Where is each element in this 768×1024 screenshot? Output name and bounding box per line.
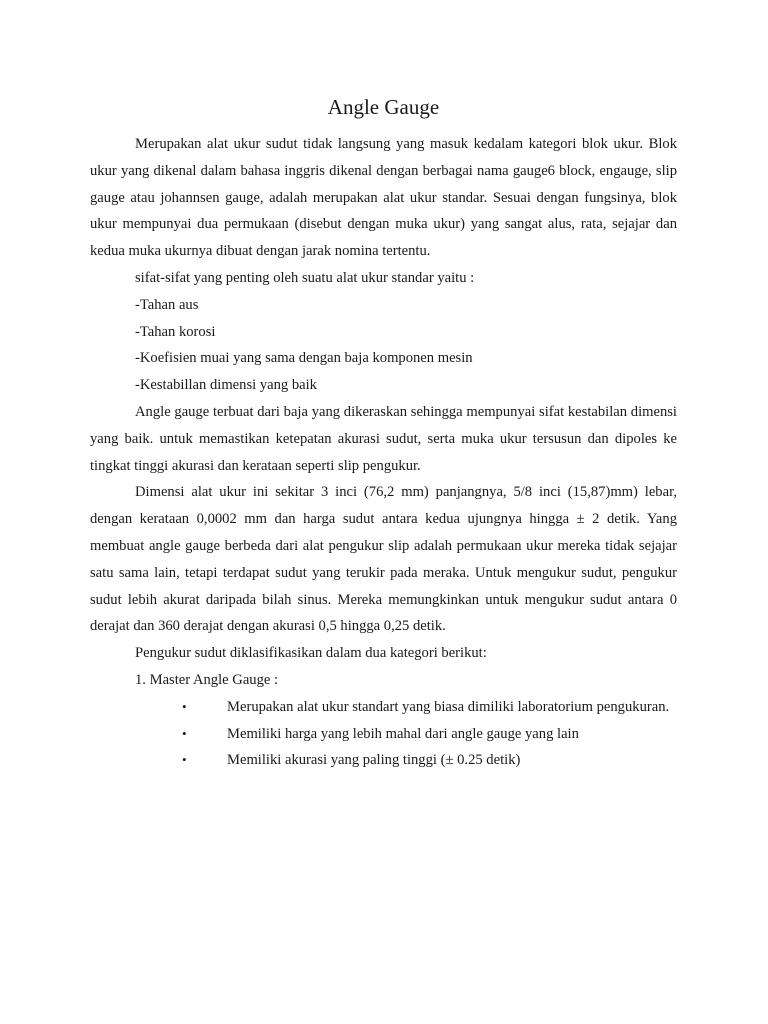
bullet-text: Memiliki harga yang lebih mahal dari angle gauge yang lain (227, 725, 579, 742)
bullet-dot-icon: • (182, 698, 187, 714)
document-title: Angle Gauge (327, 95, 440, 119)
paragraph-intro: Merupakan alat ukur sudut tidak langsung yang masuk kedalam kategori blok ukur. Blok ukur yang dikenal dalam bahasa inggris dikenal dengan berbagai nama gauge6 block, engauge, slip gauge atau johannsen gauge, adalah merupakan alat ukur standar. Sesuai dengan fungsinya, blok ukur mempunyai dua permukaan (disebut dengan muka ukur) yang sangat alus, rata, sejajar dan kedua muka ukurnya dibuat dengan jarak nomina tertentu. (90, 136, 677, 260)
paragraph-dimensions: Dimensi alat ukur ini sekitar 3 inci (76,2 mm) panjangnya, 5/8 inci (15,87)mm) lebar, dengan kerataan 0,0002 mm dan harga sudut antara kedua ujungnya hingga ± 2 detik. Yang membuat angle gauge berbeda dari alat pengukur slip adalah permukaan ukur mereka tidak sejajar satu sama lain, tetapi terdapat sudut yang terukir pada meraka. Untuk mengukur sudut, pengukur sudut lebih akurat daripada bilah sinus. Mereka memungkinkan untuk mengukur sudut antara 0 derajat dan 360 derajat dengan akurasi 0,5 hingga 0,25 detik. (90, 484, 677, 635)
property-item: -Tahan aus (135, 296, 199, 313)
property-item: -Tahan korosi (135, 323, 216, 340)
document-body (90, 131, 677, 774)
paragraph-material: Angle gauge terbuat dari baja yang dikeraskan sehingga mempunyai sifat kestabilan dimensi yang baik. untuk memastikan ketepatan akurasi sudut, serta muka ukur tersusun dan dipoles ke tingkat tinggi akurasi dan kerataan seperti slip pengukur. (90, 403, 677, 474)
bullet-dot-icon: • (182, 725, 187, 741)
bullet-text: Memiliki akurasi yang paling tinggi (± 0.25 detik) (227, 752, 521, 769)
bullet-item (90, 721, 677, 748)
bullet-dot-icon: • (182, 752, 187, 768)
bullet-item (90, 694, 677, 721)
property-item: -Koefisien muai yang sama dengan baja komponen mesin (135, 350, 473, 367)
bullet-text: Merupakan alat ukur standart yang biasa dimiliki laboratorium pengukuran. (227, 698, 670, 715)
section-heading-master-angle-gauge: 1. Master Angle Gauge : (135, 671, 279, 688)
property-item: -Kestabillan dimensi yang baik (135, 377, 317, 394)
bullet-item (90, 747, 677, 774)
paragraph-properties-heading: sifat-sifat yang penting oleh suatu alat ukur standar yaitu : (135, 269, 475, 286)
paragraph-classification: Pengukur sudut diklasifikasikan dalam dua kategori berikut: (135, 645, 487, 662)
